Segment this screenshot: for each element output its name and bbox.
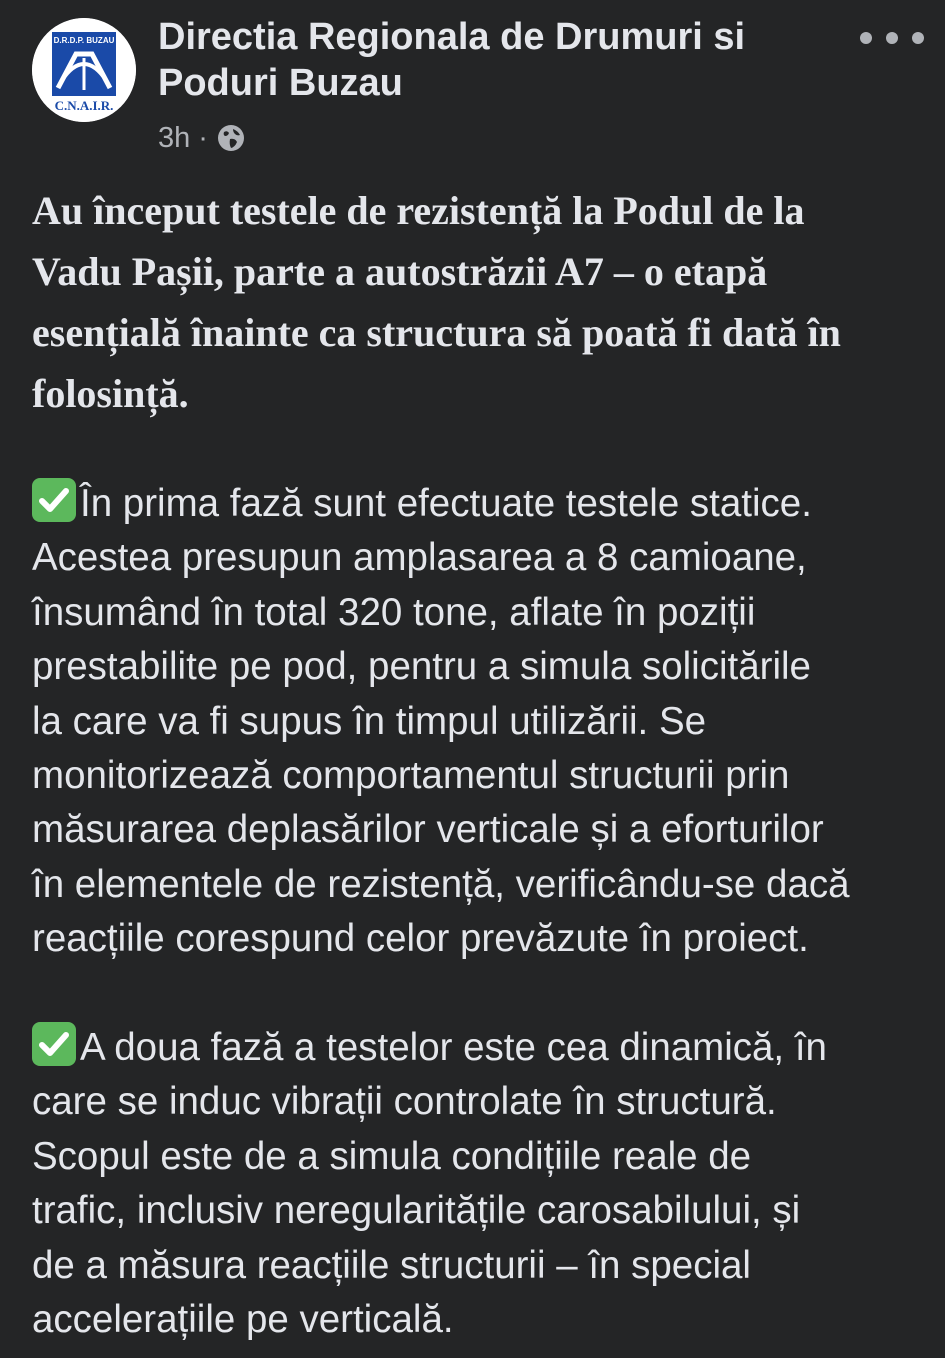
page-name-link[interactable]: [158, 14, 838, 106]
post-paragraph-2: [32, 1021, 927, 1347]
post-timestamp[interactable]: 3h: [158, 121, 191, 154]
cnair-logo: [32, 18, 136, 122]
meta-separator: ·: [198, 121, 208, 154]
logo-top-text: D.R.D.P. BUZAU: [53, 36, 115, 45]
avatar[interactable]: [32, 18, 136, 122]
more-options-button[interactable]: [860, 22, 924, 54]
globe-icon[interactable]: [216, 123, 246, 153]
post-title: Au început testele de rezistență la Podul de la Vadu Pașii, parte a autostrăzii A7 – o etapă esențială înainte ca structura să poată fi dată în folosință.: [32, 188, 841, 416]
more-options-icon: [886, 32, 898, 44]
post-meta: [158, 118, 246, 158]
page-name-line1: Directia Regionala de Drumuri si: [158, 16, 746, 58]
paragraph-2-text: A doua fază a testelor este cea dinamică, în care se induc vibrații controlate în structură. Scopul este de a simula condițiile reale de trafic, inclusiv neregularitățile carosabilului, și de a măsura reacțiile structurii – în special accelerațiile pe verticală.: [32, 1026, 827, 1342]
check-mark-icon: [32, 1022, 76, 1066]
more-options-icon: [912, 32, 924, 44]
paragraph-1-text: În prima fază sunt efectuate testele statice. Acestea presupun amplasarea a 8 camioane, însumând în total 320 tone, aflate în poziții prestabilite pe pod, pentru a simula solicitările la care va fi supus în timpul utilizării. Se monitorizează comportamentul structurii prin măsurarea deplasărilor verticale și a eforturilor în elementele de rezistență, verificându-se dacă reacțiile corespund celor prevăzute în proiect.: [32, 482, 850, 961]
post-header: [0, 0, 945, 160]
post-paragraph-1: [32, 477, 927, 967]
page-name-line2: Poduri Buzau: [158, 62, 403, 104]
check-mark-icon: [32, 478, 76, 522]
logo-bottom-text: C.N.A.I.R.: [54, 98, 114, 113]
more-options-icon: [860, 32, 872, 44]
